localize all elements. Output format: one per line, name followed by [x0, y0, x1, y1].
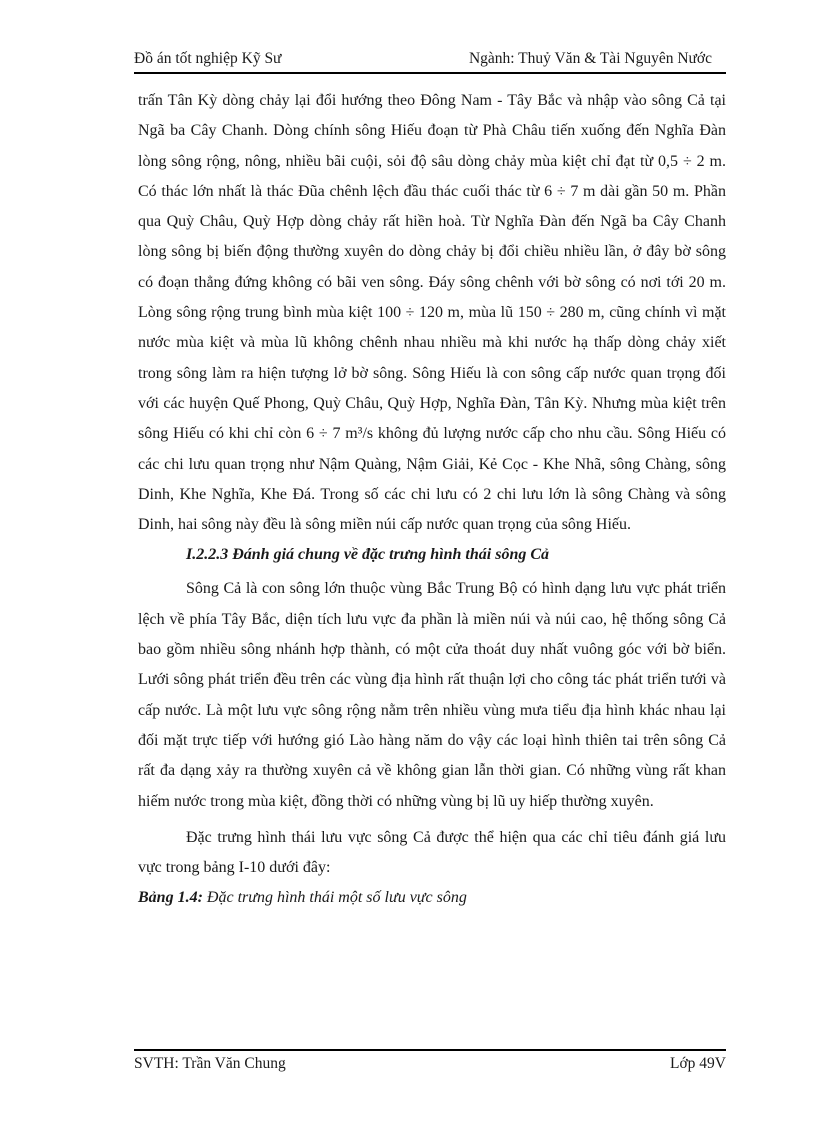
table-caption-label: Bảng 1.4: [138, 889, 203, 907]
header-major: Ngành: Thuỷ Văn & Tài Nguyên Nước [468, 50, 712, 67]
section-heading: I.2.2.3 Đánh giá chung về đặc trưng hình thái sông Cả [186, 546, 550, 564]
page-header [134, 46, 726, 72]
header-thesis-title: Đồ án tốt nghiệp Kỹ Sư [134, 50, 282, 67]
paragraph-table-intro: Đặc trưng hình thái lưu vực sông Cả được thể hiện qua các chỉ tiêu đánh giá lưu vực trong bảng I-10 dưới đây: [138, 828, 726, 877]
table-caption [138, 883, 726, 913]
table-caption-text: Đặc trưng hình thái một số lưu vực sông [202, 889, 467, 907]
footer-divider [134, 1049, 726, 1051]
page-body [138, 86, 726, 913]
paragraph-song-hieu: trấn Tân Kỳ dòng chảy lại đổi hướng theo Đông Nam - Tây Bắc và nhập vào sông Cả tại Ngã ba Cây Chanh. Dòng chính sông Hiếu đoạn từ Phà Châu tiến xuống đến Nghĩa Đàn lòng sông rộng, nông, nhiều bãi cuội, sỏi độ sâu dòng chảy mùa kiệt chỉ đạt từ 0,5 ÷ 2 m. Có thác lớn nhất là thác Đũa chênh lệch đầu thác cuối thác từ 6 ÷ 7 m dài gần 50 m. Phần qua Quỳ Châu, Quỳ Hợp dòng chảy rất hiền hoà. Từ Nghĩa Đàn đến Ngã ba Cây Chanh lòng sông bị biến động thường xuyên do dòng chảy bị đổi chiều nhiều lần, ở đây bờ sông có đoạn thẳng đứng không có bãi ven sông. Đáy sông chênh với bờ sông có nơi tới 20 m. Lòng sông rộng trung bình mùa kiệt 100 ÷ 120 m, mùa lũ 150 ÷ 280 m, cũng chính vì mặt nước mùa kiệt và mùa lũ không chênh nhau nhiều mà khi nước hạ thấp dòng chảy xiết trong sông làm ra hiện tượng lở bờ sông. Sông Hiếu là con sông cấp nước quan trọng đối với các huyện Quế Phong, Quỳ Châu, Quỳ Hợp, Nghĩa Đàn, Tân Kỳ. Nhưng mùa kiệt trên sông Hiếu có khi chỉ còn 6 ÷ 7 m³/s không đủ lượng nước cấp cho nhu cầu. Sông Hiếu có các chi lưu quan trọng như Nậm Quàng, Nậm Giải, Kẻ Cọc - Khe Nhã, sông Chàng, sông Dinh, Khe Nghĩa, Khe Đá. Trong số các chi lưu có 2 chi lưu lớn là sông Chàng và sông Dinh, hai sông này đều là sông miền núi cấp nước quan trọng của sông Hiếu. [138, 92, 726, 534]
paragraph-song-ca-overview: Sông Cả là con sông lớn thuộc vùng Bắc Trung Bộ có hình dạng lưu vực phát triển lệch về phía Tây Bắc, diện tích lưu vực đa phần là miền núi và núi cao, hệ thống sông Cả bao gồm nhiều sông nhánh hợp thành, có một cửa thoát duy nhất vuông góc với bờ biển. Lưới sông phát triển đều trên các vùng địa hình rất thuận lợi cho công tác phát triển tưới và cấp nước. Là một lưu vực sông rộng nằm trên nhiều vùng mưa tiểu địa hình khác nhau lại đối mặt trực tiếp với hướng gió Lào hàng năm do vậy các loại hình thiên tai trên sông Cả rất đa dạng xảy ra thường xuyên cả về không gian lẫn thời gian. Có những vùng rất khan hiếm nước trong mùa kiệt, đồng thời có những vùng bị lũ uy hiếp thường xuyên. [138, 580, 726, 810]
footer-class: Lớp 49V [670, 1055, 726, 1072]
header-divider [134, 72, 726, 74]
footer-student: SVTH: Trần Văn Chung [134, 1055, 286, 1072]
page-footer [134, 1052, 726, 1076]
